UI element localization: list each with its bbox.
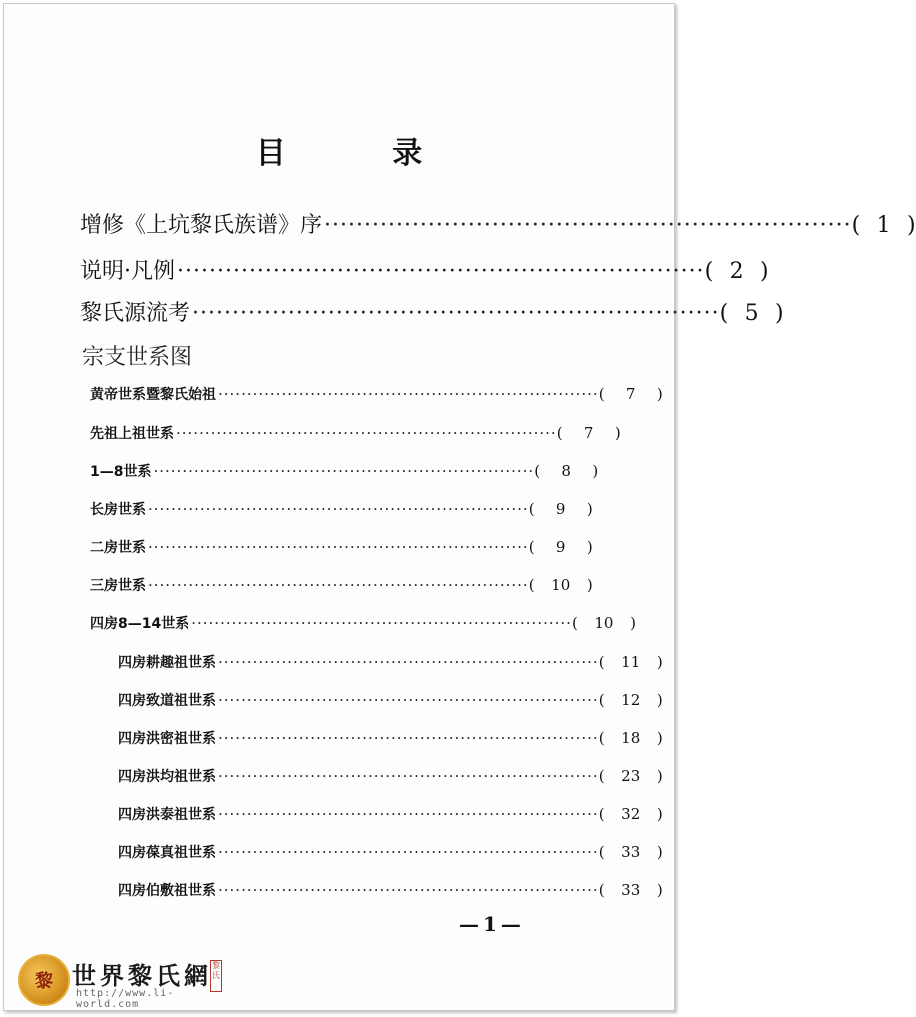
toc-entry [90, 499, 593, 519]
toc-entry-page: ( 2 ) [704, 259, 769, 284]
toc-entry [118, 690, 663, 710]
leader-dots: ·································································· [177, 259, 705, 284]
toc-entry-page: ( 10 ) [528, 576, 593, 594]
toc-entry [118, 880, 663, 900]
toc-entry [80, 208, 916, 239]
toc-entry-page: ( 7 ) [598, 385, 663, 403]
toc-entry-label: 四房致道祖世系 [118, 693, 216, 709]
toc-entry [118, 728, 663, 748]
page-title: 目 录 [255, 136, 471, 171]
toc-entry [80, 296, 784, 327]
toc-entry [90, 423, 621, 443]
toc-entry [90, 384, 663, 404]
document-page [3, 3, 916, 1011]
toc-entry-label: 四房8—14世系 [90, 616, 190, 632]
watermark-url: http://www.li-world.com [76, 988, 175, 1010]
leader-dots: ·································································· [191, 614, 572, 632]
toc-entry-page: ( 12 ) [598, 691, 663, 709]
toc-entry-label: 二房世系 [90, 540, 146, 556]
toc-entry-label: 四房伯敷祖世系 [118, 883, 216, 899]
site-watermark [18, 952, 228, 1008]
leader-dots: ·································································· [148, 576, 529, 594]
leader-dots: ·································································· [218, 691, 599, 709]
toc-entry-page: ( 33 ) [598, 843, 663, 861]
seal-logo-icon: 黎 [18, 954, 70, 1006]
toc-entry-label: 说明·凡例 [80, 259, 175, 284]
toc-entry-label: 四房洪密祖世系 [118, 731, 216, 747]
toc-entry-page: ( 11 ) [598, 653, 663, 671]
toc-entry-page: ( 5 ) [719, 301, 784, 326]
toc-entry [118, 804, 663, 824]
section-header: 宗支世系图 [82, 345, 193, 370]
page-number: —1— [459, 912, 525, 936]
toc-entry-label: 先祖上祖世系 [90, 426, 174, 442]
toc-entry-label: 四房耕趣祖世系 [118, 655, 216, 671]
leader-dots: ·································································· [153, 462, 535, 480]
toc-entry-page: ( 1 ) [851, 213, 916, 238]
leader-dots: ·································································· [324, 213, 852, 238]
toc-entry-page: ( 18 ) [598, 729, 663, 747]
toc-entry-label: 增修《上坑黎氏族谱》序 [80, 213, 323, 238]
toc-entry [80, 254, 769, 285]
toc-entry-label: 黄帝世系暨黎氏始祖 [90, 387, 216, 403]
leader-dots: ·································································· [218, 843, 599, 861]
leader-dots: ·································································· [176, 424, 557, 442]
toc-entry-label: 四房葆真祖世系 [118, 845, 216, 861]
toc-entry-label: 三房世系 [90, 578, 146, 594]
toc-entry [90, 461, 599, 481]
leader-dots: ·································································· [148, 500, 529, 518]
toc-entry [90, 613, 636, 633]
leader-dots: ·································································· [218, 653, 599, 671]
toc-entry [90, 575, 593, 595]
leader-dots: ·································································· [218, 805, 599, 823]
toc-entry-label: 1—8世系 [90, 464, 152, 480]
toc-entry-label: 四房洪均祖世系 [118, 769, 216, 785]
toc-entry [118, 766, 663, 786]
toc-entry [118, 652, 663, 672]
leader-dots: ·································································· [218, 729, 599, 747]
toc-entry-label: 黎氏源流考 [80, 301, 191, 326]
leader-dots: ·································································· [192, 301, 720, 326]
toc-entry-page: ( 7 ) [556, 424, 621, 442]
toc-entry-page: ( 8 ) [534, 462, 599, 480]
leader-dots: ·································································· [218, 881, 599, 899]
toc-entry [118, 842, 663, 862]
toc-entry-label: 四房洪泰祖世系 [118, 807, 216, 823]
toc-entry-label: 长房世系 [90, 502, 146, 518]
toc-entry-page: ( 33 ) [598, 881, 663, 899]
toc-entry [90, 537, 593, 557]
toc-entry-page: ( 23 ) [598, 767, 663, 785]
watermark-site-name: 世界黎氏網 [72, 961, 212, 990]
toc-entry-page: ( 9 ) [528, 538, 593, 556]
toc-entry-page: ( 10 ) [571, 614, 636, 632]
toc-entry-page: ( 9 ) [528, 500, 593, 518]
toc-entry-page: ( 32 ) [598, 805, 663, 823]
leader-dots: ·································································· [218, 767, 599, 785]
leader-dots: ·································································· [148, 538, 529, 556]
leader-dots: ·································································· [218, 385, 599, 403]
red-stamp-icon: 黎氏 [210, 960, 222, 992]
